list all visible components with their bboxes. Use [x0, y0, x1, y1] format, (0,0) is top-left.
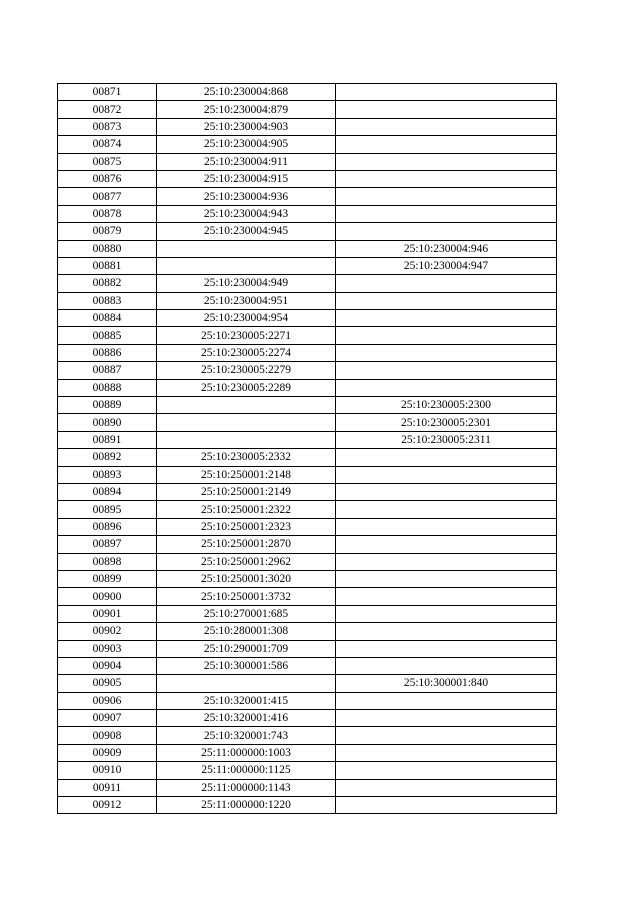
table-row [58, 466, 557, 483]
row-number-cell: 00901 [58, 605, 157, 622]
row-number-cell: 00904 [58, 657, 157, 674]
cadastral-number-cell [157, 675, 336, 692]
row-number-cell: 00909 [58, 744, 157, 761]
cadastral-number-alt-cell [336, 327, 557, 344]
cadastral-number-alt-cell [336, 762, 557, 779]
table-row [58, 762, 557, 779]
row-number-cell: 00911 [58, 779, 157, 796]
row-number-cell: 00885 [58, 327, 157, 344]
table-row [58, 553, 557, 570]
cadastral-number-alt-cell [336, 275, 557, 292]
cadastral-number-cell: 25:11:000000:1125 [157, 762, 336, 779]
cadastral-number-alt-cell [336, 379, 557, 396]
table-body [58, 84, 557, 814]
table-row [58, 84, 557, 101]
table-row [58, 501, 557, 518]
table-row [58, 605, 557, 622]
row-number-cell: 00873 [58, 118, 157, 135]
cadastral-number-alt-cell [336, 727, 557, 744]
row-number-cell: 00871 [58, 84, 157, 101]
cadastral-number-alt-cell: 25:10:300001:840 [336, 675, 557, 692]
row-number-cell: 00896 [58, 518, 157, 535]
cadastral-number-cell: 25:10:230004:911 [157, 153, 336, 170]
cadastral-number-alt-cell [336, 692, 557, 709]
row-number-cell: 00902 [58, 623, 157, 640]
cadastral-number-cell: 25:10:320001:743 [157, 727, 336, 744]
cadastral-number-cell: 25:10:280001:308 [157, 623, 336, 640]
cadastral-number-alt-cell: 25:10:230004:947 [336, 257, 557, 274]
table-row [58, 570, 557, 587]
row-number-cell: 00877 [58, 188, 157, 205]
table-row [58, 657, 557, 674]
row-number-cell: 00910 [58, 762, 157, 779]
cadastral-number-alt-cell [336, 153, 557, 170]
table-row [58, 153, 557, 170]
table-row [58, 483, 557, 500]
row-number-cell: 00893 [58, 466, 157, 483]
cadastral-number-alt-cell [336, 449, 557, 466]
cadastral-number-alt-cell [336, 292, 557, 309]
row-number-cell: 00906 [58, 692, 157, 709]
table-row [58, 275, 557, 292]
table-row [58, 518, 557, 535]
cadastral-number-alt-cell: 25:10:230004:946 [336, 240, 557, 257]
cadastral-number-alt-cell: 25:10:230005:2300 [336, 397, 557, 414]
row-number-cell: 00875 [58, 153, 157, 170]
cadastral-number-cell: 25:10:230004:945 [157, 223, 336, 240]
cadastral-number-alt-cell [336, 205, 557, 222]
table-row [58, 797, 557, 814]
row-number-cell: 00884 [58, 310, 157, 327]
cadastral-number-cell [157, 240, 336, 257]
cadastral-number-alt-cell [336, 657, 557, 674]
cadastral-number-alt-cell [336, 623, 557, 640]
row-number-cell: 00879 [58, 223, 157, 240]
cadastral-number-cell: 25:10:250001:2870 [157, 536, 336, 553]
row-number-cell: 00897 [58, 536, 157, 553]
row-number-cell: 00874 [58, 136, 157, 153]
row-number-cell: 00890 [58, 414, 157, 431]
cadastral-number-cell: 25:10:290001:709 [157, 640, 336, 657]
cadastral-number-alt-cell [336, 744, 557, 761]
cadastral-number-cell: 25:10:250001:2148 [157, 466, 336, 483]
cadastral-number-cell: 25:10:230005:2332 [157, 449, 336, 466]
cadastral-number-cell [157, 257, 336, 274]
row-number-cell: 00883 [58, 292, 157, 309]
cadastral-number-alt-cell [336, 188, 557, 205]
cadastral-number-cell: 25:10:230005:2289 [157, 379, 336, 396]
table-row [58, 223, 557, 240]
cadastral-number-cell: 25:10:230005:2279 [157, 362, 336, 379]
cadastral-number-cell: 25:10:230004:868 [157, 84, 336, 101]
table-row [58, 727, 557, 744]
cadastral-number-cell: 25:10:320001:415 [157, 692, 336, 709]
cadastral-number-cell [157, 431, 336, 448]
table-row [58, 431, 557, 448]
table-row [58, 449, 557, 466]
table-row [58, 344, 557, 361]
row-number-cell: 00891 [58, 431, 157, 448]
table-row [58, 310, 557, 327]
cadastral-number-cell: 25:10:250001:3732 [157, 588, 336, 605]
cadastral-number-alt-cell [336, 310, 557, 327]
cadastral-number-alt-cell [336, 223, 557, 240]
table-row [58, 292, 557, 309]
cadastral-number-alt-cell [336, 779, 557, 796]
cadastral-number-alt-cell [336, 344, 557, 361]
cadastral-number-cell [157, 414, 336, 431]
table-row [58, 588, 557, 605]
cadastral-number-cell: 25:10:230004:905 [157, 136, 336, 153]
cadastral-number-cell: 25:10:250001:2962 [157, 553, 336, 570]
cadastral-number-cell: 25:10:250001:3020 [157, 570, 336, 587]
row-number-cell: 00894 [58, 483, 157, 500]
cadastral-number-cell: 25:10:230005:2271 [157, 327, 336, 344]
cadastral-number-alt-cell: 25:10:230005:2311 [336, 431, 557, 448]
cadastral-number-alt-cell [336, 797, 557, 814]
table-row [58, 240, 557, 257]
cadastral-number-cell: 25:10:230004:954 [157, 310, 336, 327]
cadastral-number-cell: 25:10:230005:2274 [157, 344, 336, 361]
table-row [58, 710, 557, 727]
cadastral-number-alt-cell [336, 553, 557, 570]
row-number-cell: 00898 [58, 553, 157, 570]
table-row [58, 257, 557, 274]
row-number-cell: 00882 [58, 275, 157, 292]
cadastral-number-alt-cell [336, 118, 557, 135]
cadastral-number-cell: 25:10:230004:936 [157, 188, 336, 205]
table-row [58, 675, 557, 692]
cadastral-number-cell [157, 397, 336, 414]
cadastral-number-cell: 25:10:250001:2149 [157, 483, 336, 500]
row-number-cell: 00899 [58, 570, 157, 587]
table-row [58, 136, 557, 153]
row-number-cell: 00880 [58, 240, 157, 257]
cadastral-number-alt-cell [336, 518, 557, 535]
cadastral-number-cell: 25:10:250001:2323 [157, 518, 336, 535]
cadastral-number-cell: 25:10:270001:685 [157, 605, 336, 622]
table-row [58, 744, 557, 761]
table-row [58, 623, 557, 640]
cadastral-number-cell: 25:11:000000:1220 [157, 797, 336, 814]
row-number-cell: 00888 [58, 379, 157, 396]
cadastral-number-cell: 25:10:300001:586 [157, 657, 336, 674]
cadastral-number-cell: 25:10:230004:951 [157, 292, 336, 309]
row-number-cell: 00872 [58, 101, 157, 118]
row-number-cell: 00905 [58, 675, 157, 692]
cadastral-number-alt-cell [336, 710, 557, 727]
table-row [58, 779, 557, 796]
cadastral-number-cell: 25:11:000000:1143 [157, 779, 336, 796]
cadastral-number-cell: 25:10:230004:943 [157, 205, 336, 222]
cadastral-number-cell: 25:10:250001:2322 [157, 501, 336, 518]
cadastral-number-cell: 25:10:230004:879 [157, 101, 336, 118]
table-row [58, 327, 557, 344]
row-number-cell: 00881 [58, 257, 157, 274]
row-number-cell: 00878 [58, 205, 157, 222]
row-number-cell: 00900 [58, 588, 157, 605]
cadastral-number-alt-cell [336, 536, 557, 553]
cadastral-number-alt-cell [336, 84, 557, 101]
cadastral-number-alt-cell [336, 640, 557, 657]
cadastral-number-cell: 25:10:230004:903 [157, 118, 336, 135]
cadastral-number-alt-cell [336, 170, 557, 187]
row-number-cell: 00907 [58, 710, 157, 727]
cadastral-table [57, 83, 557, 814]
cadastral-number-alt-cell [336, 483, 557, 500]
row-number-cell: 00895 [58, 501, 157, 518]
table-row [58, 692, 557, 709]
table-row [58, 188, 557, 205]
table-row [58, 536, 557, 553]
row-number-cell: 00912 [58, 797, 157, 814]
cadastral-number-alt-cell [336, 362, 557, 379]
cadastral-number-cell: 25:11:000000:1003 [157, 744, 336, 761]
table-row [58, 101, 557, 118]
table-row [58, 170, 557, 187]
table-row [58, 414, 557, 431]
cadastral-number-cell: 25:10:230004:915 [157, 170, 336, 187]
cadastral-number-alt-cell [336, 136, 557, 153]
table-row [58, 205, 557, 222]
cadastral-number-alt-cell [336, 101, 557, 118]
cadastral-number-alt-cell [336, 466, 557, 483]
row-number-cell: 00889 [58, 397, 157, 414]
cadastral-number-cell: 25:10:230004:949 [157, 275, 336, 292]
cadastral-number-alt-cell [336, 501, 557, 518]
table-row [58, 640, 557, 657]
row-number-cell: 00903 [58, 640, 157, 657]
table-row [58, 118, 557, 135]
table-row [58, 379, 557, 396]
row-number-cell: 00908 [58, 727, 157, 744]
row-number-cell: 00892 [58, 449, 157, 466]
cadastral-number-alt-cell [336, 605, 557, 622]
table-row [58, 362, 557, 379]
row-number-cell: 00887 [58, 362, 157, 379]
cadastral-number-alt-cell [336, 570, 557, 587]
table-row [58, 397, 557, 414]
row-number-cell: 00886 [58, 344, 157, 361]
cadastral-number-alt-cell: 25:10:230005:2301 [336, 414, 557, 431]
cadastral-number-alt-cell [336, 588, 557, 605]
row-number-cell: 00876 [58, 170, 157, 187]
cadastral-number-cell: 25:10:320001:416 [157, 710, 336, 727]
